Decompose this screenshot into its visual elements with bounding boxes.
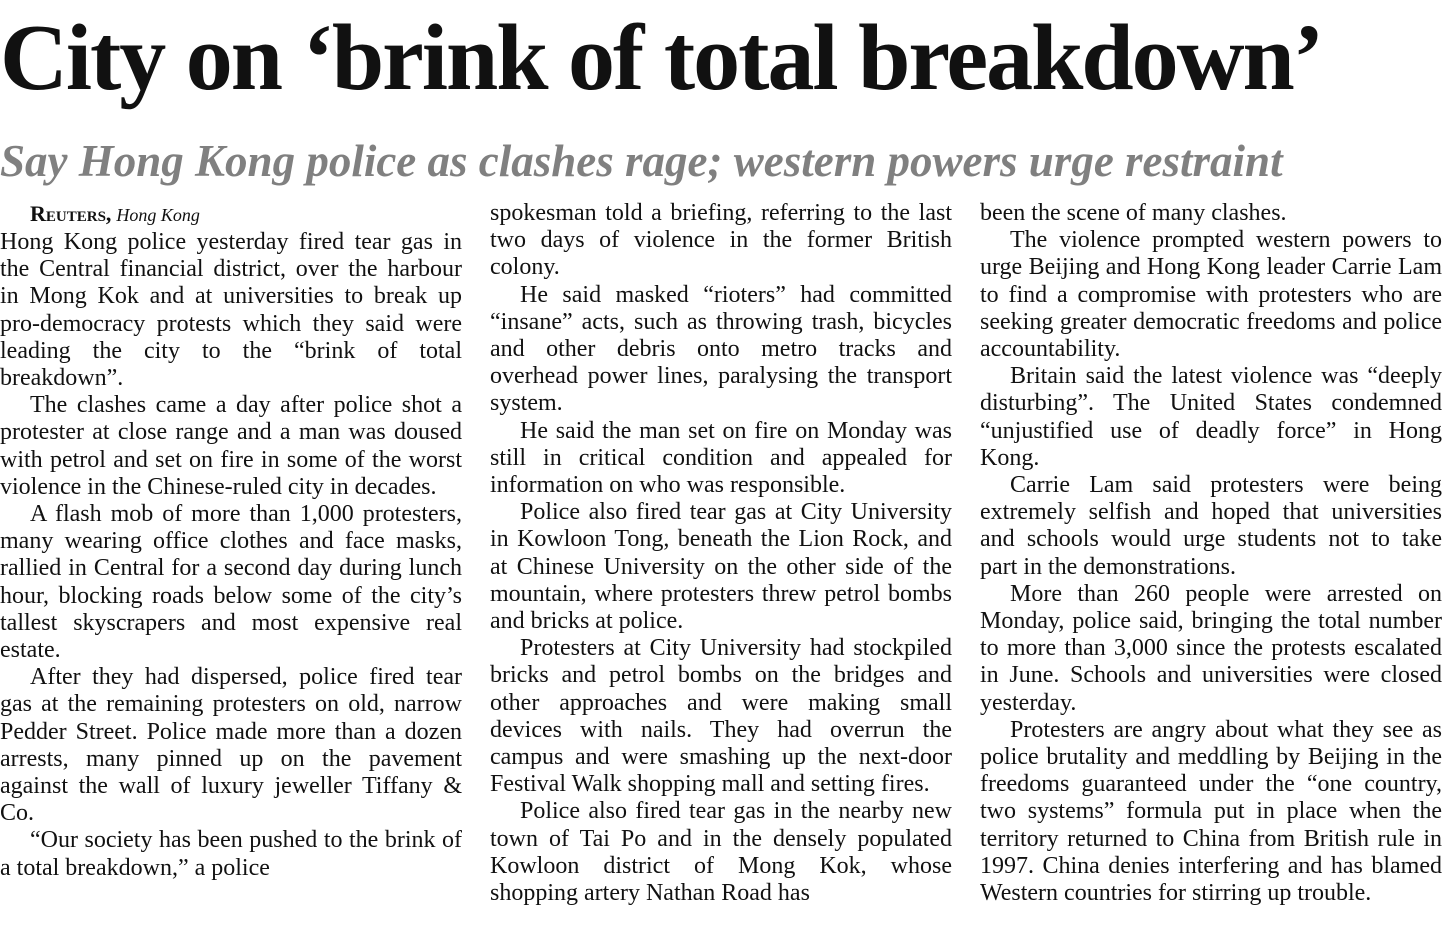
paragraph: Protesters at City University had stockpiled bricks and petrol bombs on the bridges and other approaches and were making small devices with nails. They had overrun the campus and were smashing up the next-door Festival Walk shopping mall and setting fires. [490, 635, 952, 798]
paragraph: Police also fired tear gas in the nearby new town of Tai Po and in the densely populated Kowloon district of Mong Kok, whose shopping artery Nathan Road has [490, 798, 952, 907]
paragraph: Carrie Lam said protesters were being extremely selfish and hoped that universities and schools would urge students not to take part in the demonstrations. [980, 472, 1442, 580]
paragraph: After they had dispersed, police fired tear gas at the remaining protesters on old, narrow Pedder Street. Police made more than a dozen arrests, many pinned up on the pavement against the wall of luxury jeweller Tiffany & Co. [0, 664, 462, 827]
paragraph: Protesters are angry about what they see as police brutality and meddling by Beijing in the freedoms guaranteed under the “one country, two systems” formula put in place when the territory returned to China from British rule in 1997. China denies interfering and has blamed Western countries for stirring up trouble. [980, 716, 1442, 907]
paragraph: Britain said the latest violence was “deeply disturbing”. The United States condemned “unjustified use of deadly force” in Hong Kong. [980, 363, 1442, 471]
byline-place: Hong Kong [116, 205, 200, 225]
paragraph: Hong Kong police yesterday fired tear gas in the Central financial district, over the harbour in Mong Kok and at universities to break up pro-democracy protests which they said were leading the city to the “brink of total breakdown”. [0, 229, 462, 392]
paragraph: “Our society has been pushed to the brink of a total breakdown,” a police [0, 827, 462, 881]
article-column-1 [0, 200, 462, 942]
headline: City on ‘brink of total breakdown’ [0, 6, 1323, 110]
paragraph: A flash mob of more than 1,000 protesters, many wearing office clothes and face masks, rallied in Central for a second day during lunch hour, blocking roads below some of the city’s tallest skyscrapers and most expensive real estate. [0, 501, 462, 664]
subheadline: Say Hong Kong police as clashes rage; western powers urge restraint [0, 136, 1283, 186]
paragraph: The violence prompted western powers to urge Beijing and Hong Kong leader Carrie Lam to find a compromise with protesters who are seeking greater democratic freedoms and police accountability. [980, 227, 1442, 363]
paragraph: spokesman told a briefing, referring to the last two days of violence in the former British colony. [490, 200, 952, 281]
article-column-2 [490, 200, 952, 942]
article-column-3 [980, 200, 1442, 942]
paragraph: been the scene of many clashes. [980, 200, 1287, 226]
byline [0, 200, 462, 229]
paragraph: He said masked “rioters” had committed “insane” acts, such as throwing trash, bicycles and other debris onto metro tracks and overhead power lines, paralysing the transport system. [490, 281, 952, 417]
paragraph: The clashes came a day after police shot a protester at close range and a man was doused with petrol and set on fire in some of the worst violence in the Chinese-ruled city in decades. [0, 392, 462, 500]
paragraph: More than 260 people were arrested on Monday, police said, bringing the total number to more than 3,000 since the protests escalated in June. Schools and universities were closed yesterday. [980, 580, 1442, 716]
byline-agency: Reuters, [30, 201, 112, 226]
paragraph: Police also fired tear gas at City University in Kowloon Tong, beneath the Lion Rock, and at Chinese University on the other side of the mountain, where protesters threw petrol bombs and bricks at police. [490, 499, 952, 635]
paragraph: He said the man set on fire on Monday was still in critical condition and appealed for information on who was responsible. [490, 417, 952, 499]
